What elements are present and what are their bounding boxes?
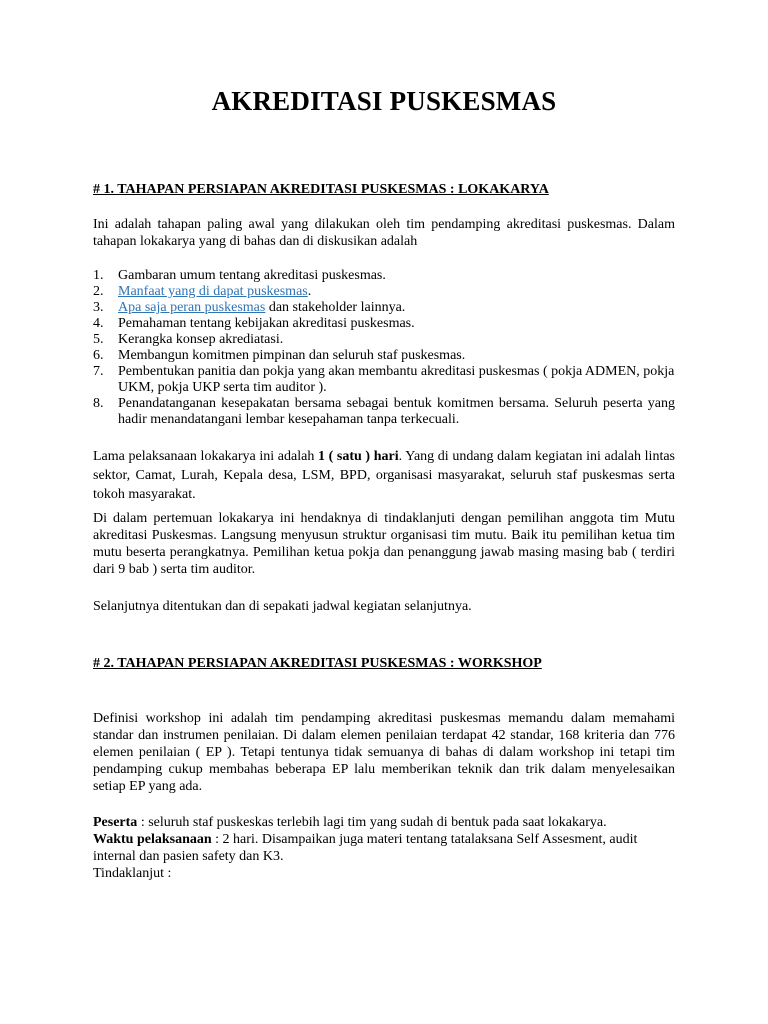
list-number: 5. [93,332,104,347]
list-item [93,332,675,348]
peserta-label: Peserta [93,815,138,830]
list-item-text: Penandatanganan kesepakatan bersama sebagai bentuk komitmen bersama. Seluruh peserta yang hadir menandatangani lembar kesepahaman tanpa terkecuali. [118,396,675,427]
workshop-details [93,814,675,882]
list-number: 2. [93,284,104,299]
section1-intro: Ini adalah tahapan paling awal yang dilakukan oleh tim pendamping akreditasi puskesmas. Dalam tahapan lokakarya yang di bahas dan di diskusikan adalah [93,217,675,249]
workshop-definition: Definisi workshop ini adalah tim pendamping akreditasi puskesmas memandu dalam memahami standar dan instrumen penilaian. Di dalam elemen penilaian terdapat 42 standar, 168 kriteria dan 776 elemen penilaian ( EP ). Tetapi tentunya tidak semuanya di bahas di dalam workshop ini tetapi tim pendamping cukup membahas beberapa EP lalu memberikan teknik dan trik dalam menyelesaikan setiap EP yang ada. [93,711,675,794]
list-number: 6. [93,348,104,363]
document-title: AKREDITASI PUSKESMAS [211,86,557,116]
list-item-suffix: dan stakeholder lainnya. [265,300,406,315]
list-number: 4. [93,316,104,331]
followup-paragraph: Di dalam pertemuan lokakarya ini hendaknya di tindaklanjuti dengan pemilihan anggota tim Mutu akreditasi Puskesmas. Langsung menyusun struktur organisasi tim mutu. Baik itu pemilihan ketua tim mutu beserta perangkatnya. Pemilihan ketua pokja dan penanggung jawab masing masing bab ( terdiri dari 9 bab ) serta tim auditor. [93,511,675,577]
list-item-text: Pembentukan panitia dan pokja yang akan membantu akreditasi puskesmas ( pokja ADMEN, pokja UKM, pokja UKP serta tim auditor ). [118,364,675,395]
list-item-suffix: . [307,284,312,299]
list-number: 7. [93,364,104,379]
list-item-text: Pemahaman tentang kebijakan akreditasi puskesmas. [118,316,415,331]
duration-paragraph [93,447,675,504]
list-number: 1. [93,268,104,283]
list-number: 3. [93,300,104,315]
list-item [93,284,675,300]
waktu-label: Waktu pelaksanaan [93,832,212,847]
section2-heading: # 2. TAHAPAN PERSIAPAN AKREDITASI PUSKESMAS : WORKSHOP [93,656,542,671]
duration-value: 1 ( satu ) hari [317,449,399,464]
peserta-text: : seluruh staf puskeskas terlebih lagi tim yang sudah di bentuk pada saat lokakarya. [137,815,607,830]
list-item [93,364,675,396]
list-item-text: Kerangka konsep akrediatasi. [118,332,284,347]
next-schedule-paragraph: Selanjutnya ditentukan dan di sepakati jadwal kegiatan selanjutnya. [93,599,472,614]
list-item [93,268,675,284]
list-number: 8. [93,396,104,411]
lokakarya-topics-list [93,268,675,428]
list-item-text: Gambaran umum tentang akreditasi puskesmas. [118,268,386,283]
list-item [93,316,675,332]
peran-puskesmas-link[interactable]: Apa saja peran puskesmas [118,300,266,315]
duration-text-end: . Yang di undang dalam kegiatan ini adalah lintas sektor, Camat, Lurah, Kepala desa, LSM, BPD, organisasi masyarakat, seluruh staf puskesmas serta tokoh masyarakat. [93,449,675,502]
list-item [93,348,675,364]
list-item-text: Membangun komitmen pimpinan dan seluruh staf puskesmas. [118,348,466,363]
tindaklanjut-label: Tindaklanjut : [93,866,172,881]
duration-text-start: Lama pelaksanaan lokakarya ini adalah [93,449,318,464]
manfaat-link[interactable]: Manfaat yang di dapat puskesmas [118,284,308,299]
list-item [93,300,675,316]
list-item [93,396,675,428]
waktu-text: : 2 hari. Disampaikan juga materi tentang tatalaksana Self Assesment, audit internal dan pasien safety dan K3. [93,832,638,864]
section1-heading: # 1. TAHAPAN PERSIAPAN AKREDITASI PUSKESMAS : LOKAKARYA [93,182,549,197]
